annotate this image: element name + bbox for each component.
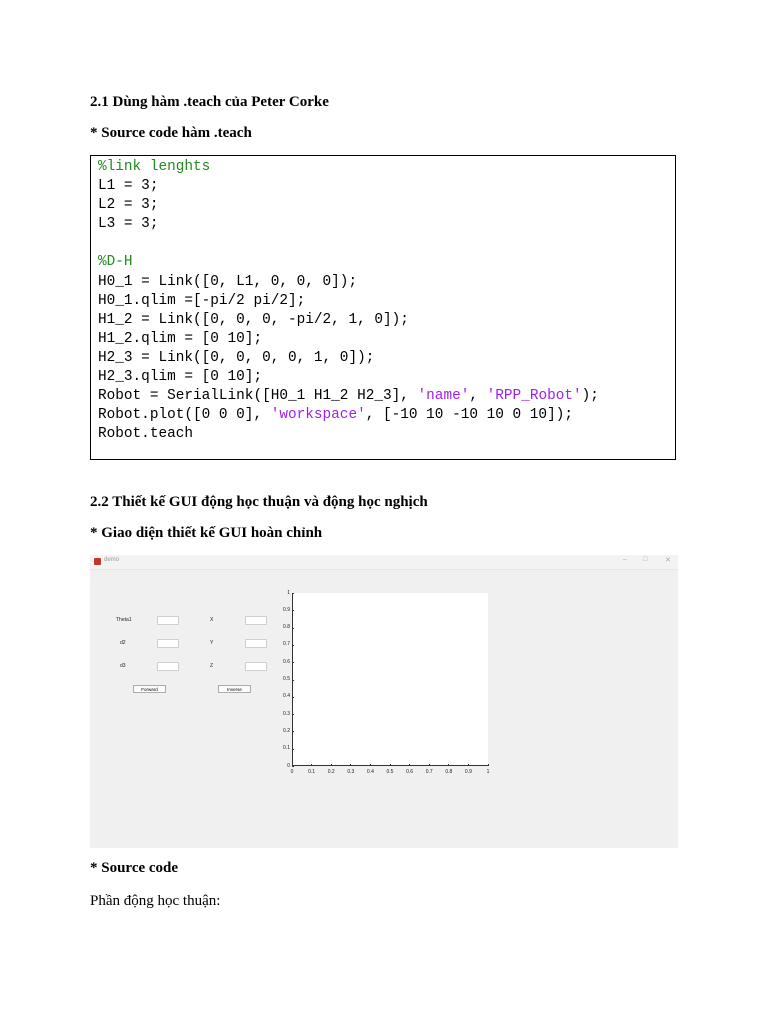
label-z: Z: [210, 663, 214, 669]
x-tick-mark: [468, 764, 469, 766]
code-text: L1 = 3;: [98, 178, 159, 195]
code-text: H2_3.qlim = [0 10];: [98, 369, 263, 386]
x-tick-mark: [370, 764, 371, 766]
code-text: L3 = 3;: [98, 216, 159, 233]
code-text: Robot = SerialLink([H0_1 H1_2 H2_3],: [98, 388, 418, 405]
subheading-source-code: * Source code: [90, 860, 179, 876]
code-line: [98, 368, 675, 387]
code-text: );: [581, 388, 599, 405]
code-line: [98, 273, 675, 292]
z-input[interactable]: [245, 662, 267, 671]
code-text: H1_2 = Link([0, 0, 0, -pi/2, 1, 0]);: [98, 311, 409, 328]
code-comment: %D-H: [98, 254, 133, 271]
x-tick-label: 0.1: [308, 769, 316, 775]
forward-kinematics-label: Phần động học thuận:: [90, 893, 221, 909]
x-tick-mark: [429, 764, 430, 766]
x-tick-mark: [331, 764, 332, 766]
y-tick-mark: [292, 714, 294, 715]
code-line: [98, 311, 675, 330]
subheading-gui: * Giao diện thiết kế GUI hoàn chỉnh: [90, 525, 323, 541]
code-line: [98, 387, 675, 406]
code-string: 'workspace': [270, 407, 366, 424]
x-tick-label: 0.5: [386, 769, 394, 775]
section-heading-2-2: 2.2 Thiết kế GUI động học thuận và động học nghịch: [90, 494, 428, 510]
minimize-icon[interactable]: –: [623, 556, 627, 563]
x-tick-label: 0.4: [366, 769, 374, 775]
y-tick-mark: [292, 749, 294, 750]
forward-button[interactable]: Forward: [133, 685, 166, 693]
x-tick-mark: [350, 764, 351, 766]
y-tick-label: 0.4: [283, 693, 290, 700]
x-tick-mark: [488, 764, 489, 766]
code-line: [98, 406, 675, 425]
theta1-input[interactable]: [157, 616, 179, 625]
window-titlebar: [90, 555, 678, 570]
y-input[interactable]: [245, 639, 267, 648]
code-text: L2 = 3;: [98, 197, 159, 214]
code-text: H1_2.qlim = [0 10];: [98, 330, 263, 347]
code-block: [90, 155, 676, 460]
code-comment: %link lenghts: [98, 159, 211, 175]
label-d3: d3: [120, 663, 126, 669]
x-tick-mark: [292, 764, 293, 766]
y-tick-label: 0.5: [283, 676, 290, 682]
y-tick-mark: [292, 628, 294, 629]
x-tick-mark: [390, 764, 391, 766]
y-tick-mark: [292, 593, 294, 594]
code-line: [98, 234, 675, 253]
code-line: [98, 330, 675, 349]
code-string: 'RPP_Robot': [486, 388, 582, 405]
label-theta1: Theta1: [116, 617, 132, 623]
x-tick-mark: [409, 764, 410, 766]
y-tick-label: 0: [287, 762, 290, 769]
y-tick-label: 1: [287, 589, 290, 596]
d2-input[interactable]: [157, 639, 179, 648]
x-input[interactable]: [245, 616, 267, 625]
code-text: H0_1 = Link([0, L1, 0, 0, 0]);: [98, 273, 358, 290]
x-tick-label: 0.3: [347, 769, 355, 775]
code-text: Robot.plot([0 0 0],: [98, 407, 271, 424]
maximize-icon[interactable]: □: [643, 556, 648, 563]
x-tick-mark: [448, 764, 449, 766]
y-tick-label: 0.6: [283, 658, 290, 665]
code-line: [98, 253, 675, 272]
y-tick-label: 0.1: [283, 745, 290, 752]
x-tick-mark: [311, 764, 312, 766]
code-line: [98, 292, 675, 311]
x-tick-label: 0.8: [445, 769, 453, 775]
code-line: [98, 349, 675, 368]
matlab-figure-icon: [94, 558, 101, 565]
y-tick-label: 0.3: [283, 710, 290, 717]
code-text: H2_3 = Link([0, 0, 0, 0, 1, 0]);: [98, 349, 375, 366]
x-tick-label: 0: [290, 769, 294, 775]
plot-axes: [292, 593, 488, 766]
code-line: [98, 196, 675, 215]
x-tick-label: 0.6: [406, 769, 414, 775]
code-line: [98, 177, 675, 196]
d3-input[interactable]: [157, 662, 179, 671]
code-text: H0_1.qlim =[-pi/2 pi/2];: [98, 292, 306, 309]
x-tick-label: 0.9: [464, 769, 472, 775]
code-line: [98, 425, 675, 444]
code-text: Robot.teach: [98, 426, 193, 443]
x-tick-label: 0.2: [327, 769, 335, 775]
label-y: Y: [210, 640, 214, 646]
window-title: demo: [104, 557, 120, 563]
y-tick-label: 0.8: [283, 624, 290, 631]
x-tick-label: 0.7: [425, 769, 433, 775]
gui-screenshot: [90, 555, 678, 848]
y-tick-mark: [292, 680, 294, 681]
y-tick-mark: [292, 610, 294, 611]
code-string: 'name': [417, 388, 470, 405]
code-line: [98, 215, 675, 234]
close-icon[interactable]: ✕: [665, 557, 671, 564]
code-text: , [-10 10 -10 10 0 10]);: [365, 407, 573, 424]
label-x: X: [210, 617, 214, 623]
y-tick-mark: [292, 645, 294, 646]
subheading-source-teach: * Source code hàm .teach: [90, 125, 252, 141]
y-tick-label: 0.2: [283, 727, 290, 734]
y-tick-mark: [292, 662, 294, 663]
section-heading-2-1: 2.1 Dùng hàm .teach của Peter Corke: [90, 94, 329, 110]
y-tick-mark: [292, 697, 294, 698]
inverse-button[interactable]: Inverse: [218, 685, 251, 693]
label-d2: d2: [120, 640, 126, 646]
code-line: [98, 158, 675, 177]
y-tick-label: 0.9: [283, 606, 290, 613]
y-tick-label: 0.7: [283, 641, 290, 648]
x-tick-label: 1: [486, 769, 490, 775]
y-tick-mark: [292, 731, 294, 732]
y-tick-mark: [292, 766, 294, 767]
code-text: ,: [469, 388, 487, 405]
